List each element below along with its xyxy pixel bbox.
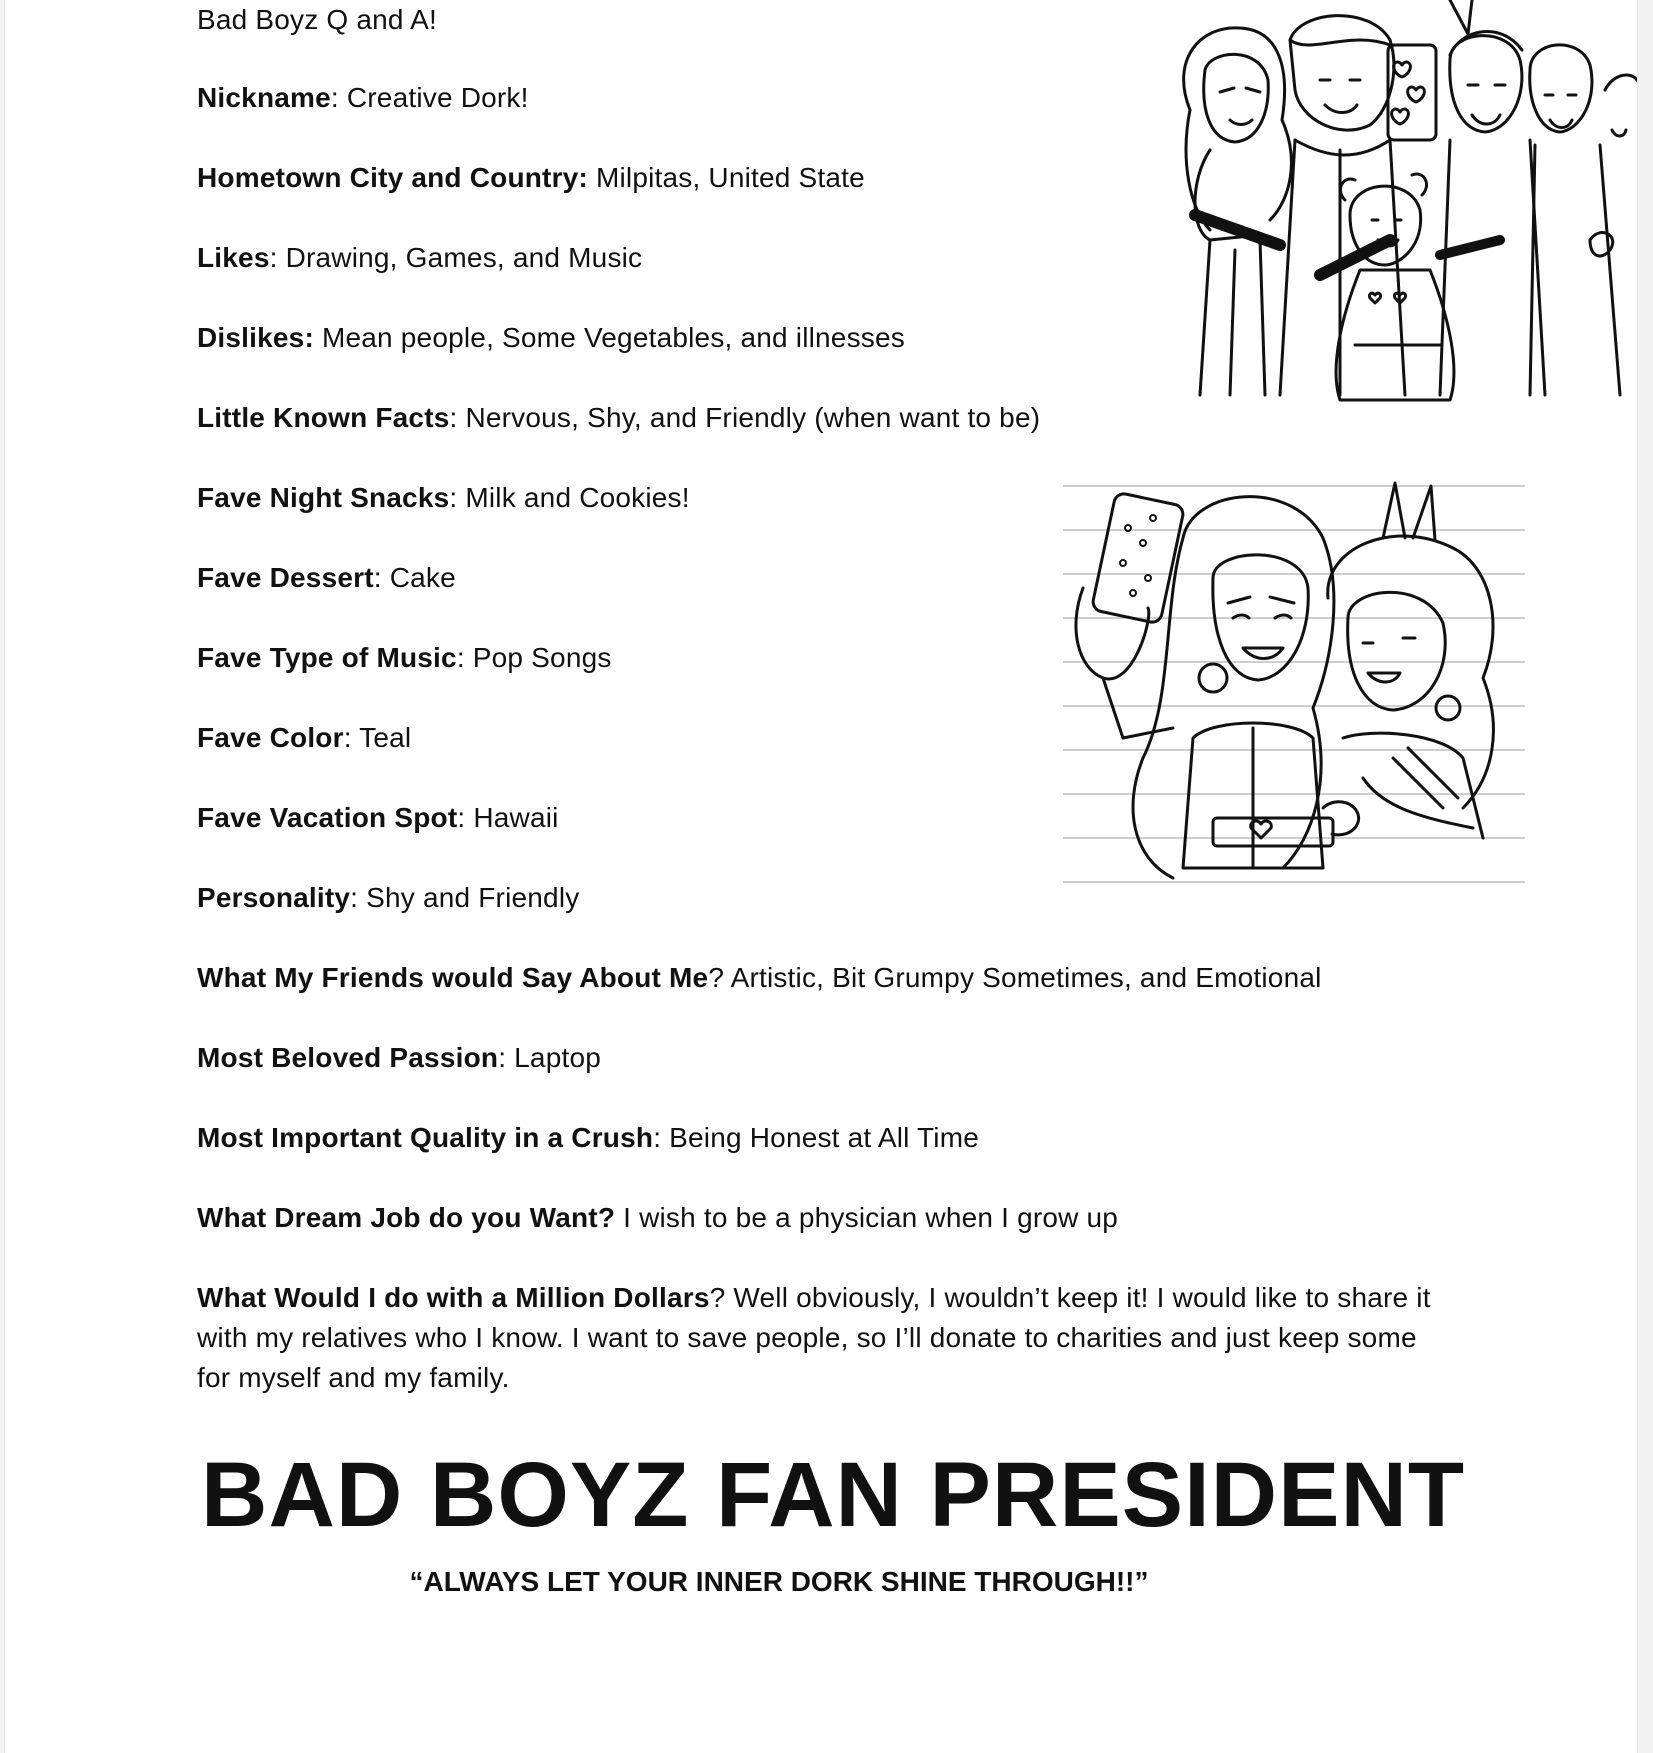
qa-label: Fave Color bbox=[197, 722, 344, 753]
group-of-friends-illustration bbox=[1150, 0, 1638, 410]
qa-answer: Mean people, Some Vegetables, and illnesses bbox=[321, 322, 905, 353]
document-page bbox=[4, 0, 1638, 1753]
qa-answer: Drawing, Games, and Music bbox=[285, 242, 643, 273]
qa-answer: Being Honest at All Time bbox=[669, 1122, 980, 1153]
qa-answer: Milpitas, United State bbox=[595, 162, 865, 193]
qa-dream-job bbox=[197, 1198, 1118, 1238]
qa-label: Fave Night Snacks bbox=[197, 482, 450, 513]
qa-label: Most Beloved Passion bbox=[197, 1042, 499, 1073]
qa-personality: Personality: Shy and Friendly bbox=[197, 882, 580, 913]
qa-answer: Artistic, Bit Grumpy Sometimes, and Emotional bbox=[730, 962, 1322, 993]
qa-little-known-facts: Little Known Facts: Nervous, Shy, and Friendly (when want to be) bbox=[197, 402, 1041, 433]
page-title: BAD BOYZ FAN PRESIDENT bbox=[201, 1444, 1466, 1546]
qa-label: Nickname bbox=[197, 82, 331, 113]
qa-answer: I wish to be a physician when I grow up bbox=[623, 1202, 1119, 1233]
qa-answer: Pop Songs bbox=[472, 642, 612, 673]
qa-label: Most Important Quality in a Crush bbox=[197, 1122, 654, 1153]
qa-likes: Likes: Drawing, Games, and Music bbox=[197, 242, 643, 273]
motto-quote: “ALWAYS LET YOUR INNER DORK SHINE THROUGH!!” bbox=[409, 1566, 1149, 1597]
qa-dislikes bbox=[197, 318, 905, 358]
qa-music: Fave Type of Music: Pop Songs bbox=[197, 642, 612, 673]
qa-million-dollars: What Would I do with a Million Dollars? Well obviously, I wouldn’t keep it! I would like to share it with my relatives who I know. I want to save people, so I’ll donate to charities and just keep some for myself and my family. bbox=[197, 1282, 1431, 1393]
qa-label: Dislikes: bbox=[197, 322, 314, 353]
qa-answer: Cake bbox=[389, 562, 456, 593]
two-girls-selfie-illustration bbox=[1063, 478, 1525, 893]
qa-label: Fave Type of Music bbox=[197, 642, 457, 673]
qa-crush: Most Important Quality in a Crush: Being Honest at All Time bbox=[197, 1122, 980, 1153]
qa-label: What Dream Job do you Want? bbox=[197, 1202, 616, 1233]
qa-passion: Most Beloved Passion: Laptop bbox=[197, 1042, 601, 1073]
qa-answer: Hawaii bbox=[473, 802, 559, 833]
qa-label: Personality bbox=[197, 882, 351, 913]
qa-color: Fave Color: Teal bbox=[197, 722, 412, 753]
qa-answer: Creative Dork! bbox=[346, 82, 529, 113]
qa-hometown bbox=[197, 158, 865, 198]
qa-dessert: Fave Dessert: Cake bbox=[197, 562, 456, 593]
qa-answer: Milk and Cookies! bbox=[465, 482, 690, 513]
qa-label: Little Known Facts bbox=[197, 402, 450, 433]
qa-label: What My Friends would Say About Me bbox=[197, 962, 709, 993]
qa-label: Fave Vacation Spot bbox=[197, 802, 458, 833]
qa-nickname: Nickname: Creative Dork! bbox=[197, 82, 529, 113]
qa-answer: Teal bbox=[359, 722, 412, 753]
qa-night-snacks: Fave Night Snacks: Milk and Cookies! bbox=[197, 482, 690, 513]
qa-friends-say: What My Friends would Say About Me? Artistic, Bit Grumpy Sometimes, and Emotional bbox=[197, 962, 1322, 993]
intro-line: Bad Boyz Q and A! bbox=[197, 4, 437, 35]
qa-label: Fave Dessert bbox=[197, 562, 374, 593]
qa-answer: Shy and Friendly bbox=[366, 882, 580, 913]
qa-label: Hometown City and Country: bbox=[197, 162, 588, 193]
qa-answer: Laptop bbox=[514, 1042, 601, 1073]
qa-label: Likes bbox=[197, 242, 270, 273]
qa-label: What Would I do with a Million Dollars bbox=[197, 1282, 710, 1313]
qa-answer: Well obviously, I wouldn’t keep it! I would like to share it with my relatives who I know. I want to save people, so I’ll donate to charities and just keep some for myself and my family. bbox=[197, 1282, 1431, 1393]
qa-vacation: Fave Vacation Spot: Hawaii bbox=[197, 802, 559, 833]
qa-answer: Nervous, Shy, and Friendly (when want to be) bbox=[465, 402, 1041, 433]
